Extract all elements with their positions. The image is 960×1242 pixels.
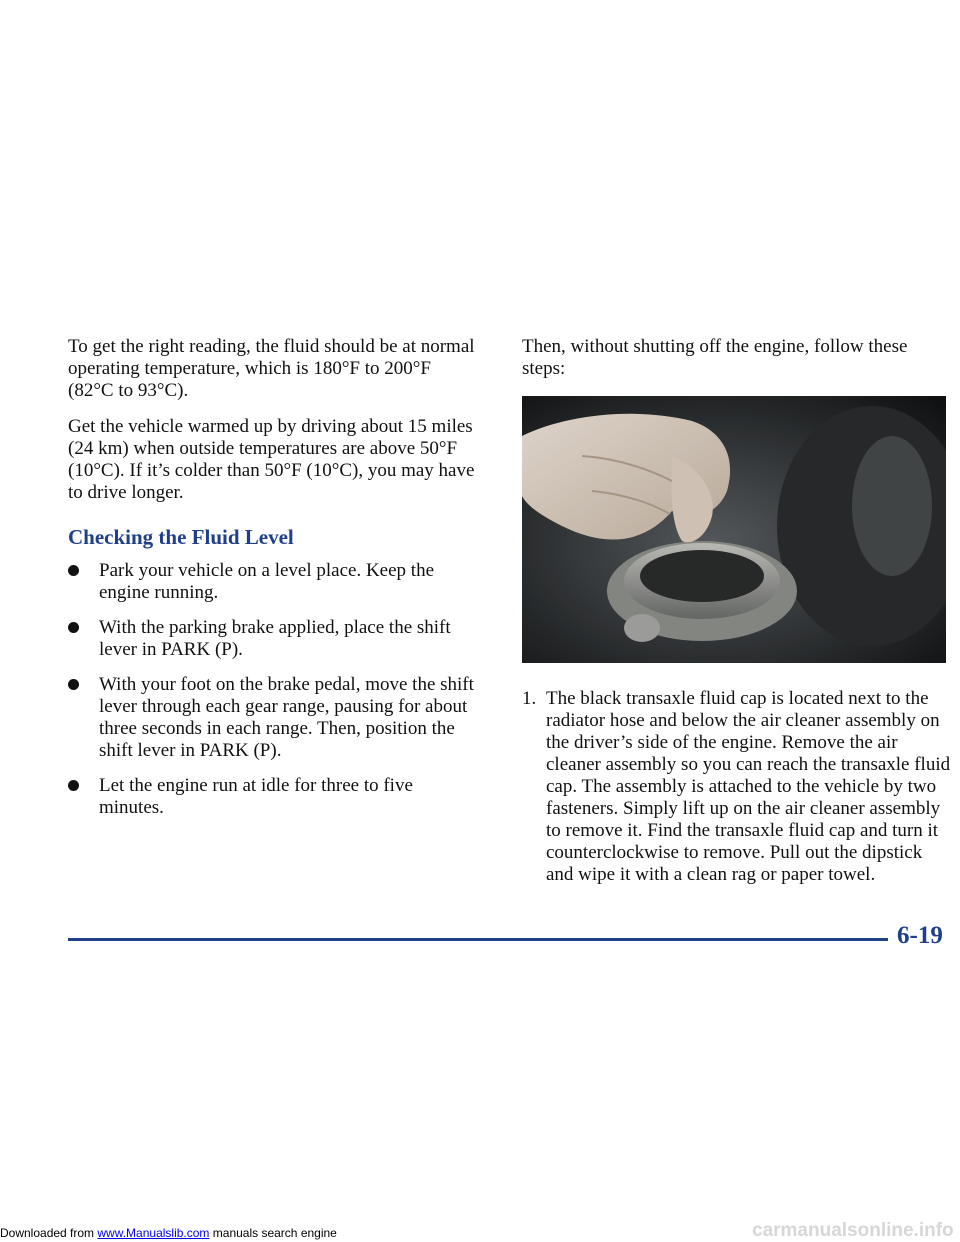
step-number: 1. [522,688,537,709]
footer-suffix: manuals search engine [209,1226,337,1240]
fluid-cap-photo [522,396,946,663]
list-item [68,775,478,819]
bullet-text: Park your vehicle on a level place. Keep the engine running. [99,560,434,603]
footer-prefix: Downloaded from [0,1226,98,1240]
list-item [522,688,954,886]
bullet-text: Let the engine run at idle for three to five minutes. [99,775,413,818]
steps-intro: Then, without shutting off the engine, follow these steps: [522,336,908,379]
list-item [68,560,478,604]
steps-list [522,688,954,886]
intro-paragraph: To get the right reading, the fluid should be at normal operating temperature, which is 180°F to 200°F (82°C to 93°C). [68,336,475,401]
list-item [68,674,478,762]
right-column [522,336,954,394]
warmup-paragraph: Get the vehicle warmed up by driving about 15 miles (24 km) when outside temperatures are above 50°F (10°C). If it’s colder than 50°F (10°C), you may have to drive longer. [68,416,475,503]
list-item [68,617,478,661]
bullet-text: With the parking brake applied, place the shift lever in PARK (P). [99,617,451,660]
section-heading: Checking the Fluid Level [68,525,294,549]
bullet-icon [68,622,79,633]
bullet-icon [68,679,79,690]
divider-rule [68,938,888,941]
left-column [68,336,478,832]
bullet-icon [68,565,79,576]
bullet-icon [68,780,79,791]
bullet-list [68,560,478,819]
bullet-text: With your foot on the brake pedal, move the shift lever through each gear range, pausing for about three seconds in each range. Then, position the shift lever in PARK (P). [99,674,474,761]
fluid-cap-illustration [522,396,946,663]
step-text: The black transaxle fluid cap is located next to the radiator hose and below the air cleaner assembly on the driver’s side of the engine. Remove the air cleaner assembly so you can reach the transaxle fluid cap. The assembly is attached to the vehicle by two fasteners. Simply lift up on the air cleaner assembly to remove it. Find the transaxle fluid cap and turn it counterclockwise to remove. Pull out the dipstick and wipe it with a clean rag or paper towel. [546,688,951,885]
manualslib-link[interactable]: www.Manualslib.com [97,1226,210,1240]
footer [0,1226,337,1240]
watermark: carmanualsonline.info [752,1220,954,1241]
page-number: 6-19 [897,922,943,949]
